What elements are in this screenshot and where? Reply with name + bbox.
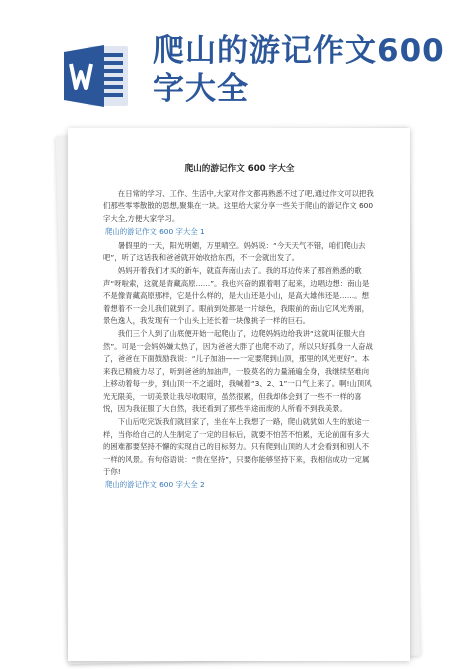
page-title: 爬山的游记作文600字大全 xyxy=(153,33,445,107)
section-heading-2[interactable]: 爬山的游记作文 600 字大全 2 xyxy=(105,480,205,490)
header-banner xyxy=(0,0,474,112)
intro-paragraph: 在日常的学习、工作、生活中,大家对作文都再熟悉不过了吧,通过作文可以把我们那些零零散散的思想,聚集在一块。这里给大家分享一些关于爬山的游记作文 600 字大全,方便大家学习。 xyxy=(103,189,374,223)
word-icon xyxy=(64,44,130,108)
section-paragraph: 妈妈开着我们才买的新车，就直奔南山去了。我的耳边传来了那首熟悉的歌声“呀啦索，这就是青藏高原……”。我也兴奋的跟着唱了起来，边唱边想：南山是不是像青藏高原那样，它是什么样的，是大山还是小山，是高大雄伟还是……。想着想着不一会儿我们就到了。眼前到处都是一片绿色，我眼前的南山它风光秀丽，景色逸人，我发现有一个山头上还长着一块像挑子一样的巨石。 xyxy=(103,266,370,326)
document-page xyxy=(68,128,410,661)
section-paragraph: 暑假里的一天，阳光明媚，万里晴空。妈妈说：“今天天气不错，咱们爬山去吧”，听了这话我和爸爸就开始收拾东西，不一会就出发了。 xyxy=(103,240,366,263)
document-title: 爬山的游记作文 600 字大全 xyxy=(184,164,295,174)
section-heading-1[interactable]: 爬山的游记作文 600 字大全 1 xyxy=(105,227,205,237)
section-paragraph: 下山后吃完饭我们就回家了，坐在车上我想了一路，爬山就犹如人生的旅途一样，当你给自己的人生制定了一定的目标后，就要不怕苦不怕累，无论前面有多大的困难都要坚持不懈的实现自己的目标努力。只有爬到山顶的人才会看到和别人不一样的风景。有句俗语说：“贵在坚持”，只要你能够坚持下来，我相信成功一定属于你! xyxy=(103,417,370,476)
section-paragraph: 我们三个人到了山底便开始一起爬山了，边爬妈妈边给我讲“这就叫征服大自然”。可是一会妈妈嫌太热了，因为爸爸大胖了也爬不动了，所以只好孤身一人奋战了，爸爸在下面鼓励我说：“儿子加油——一定要爬到山顶，那里的风光更好”。本来我已精疲力尽了，听到爸爸的加油声，一股莫名的力量涌遍全身，我继续坚难向上移动着每一步，到山顶一不之遥时，我喊着“3、2、1”一口气上来了。啊!山顶风光无限美，一切美景让我尽收眼帘，虽然很累，但我却体会到了一些不一样的喜悦，因为我征服了大自然，我还看到了那些半途而废的人所看不到我美景。 xyxy=(103,329,373,413)
